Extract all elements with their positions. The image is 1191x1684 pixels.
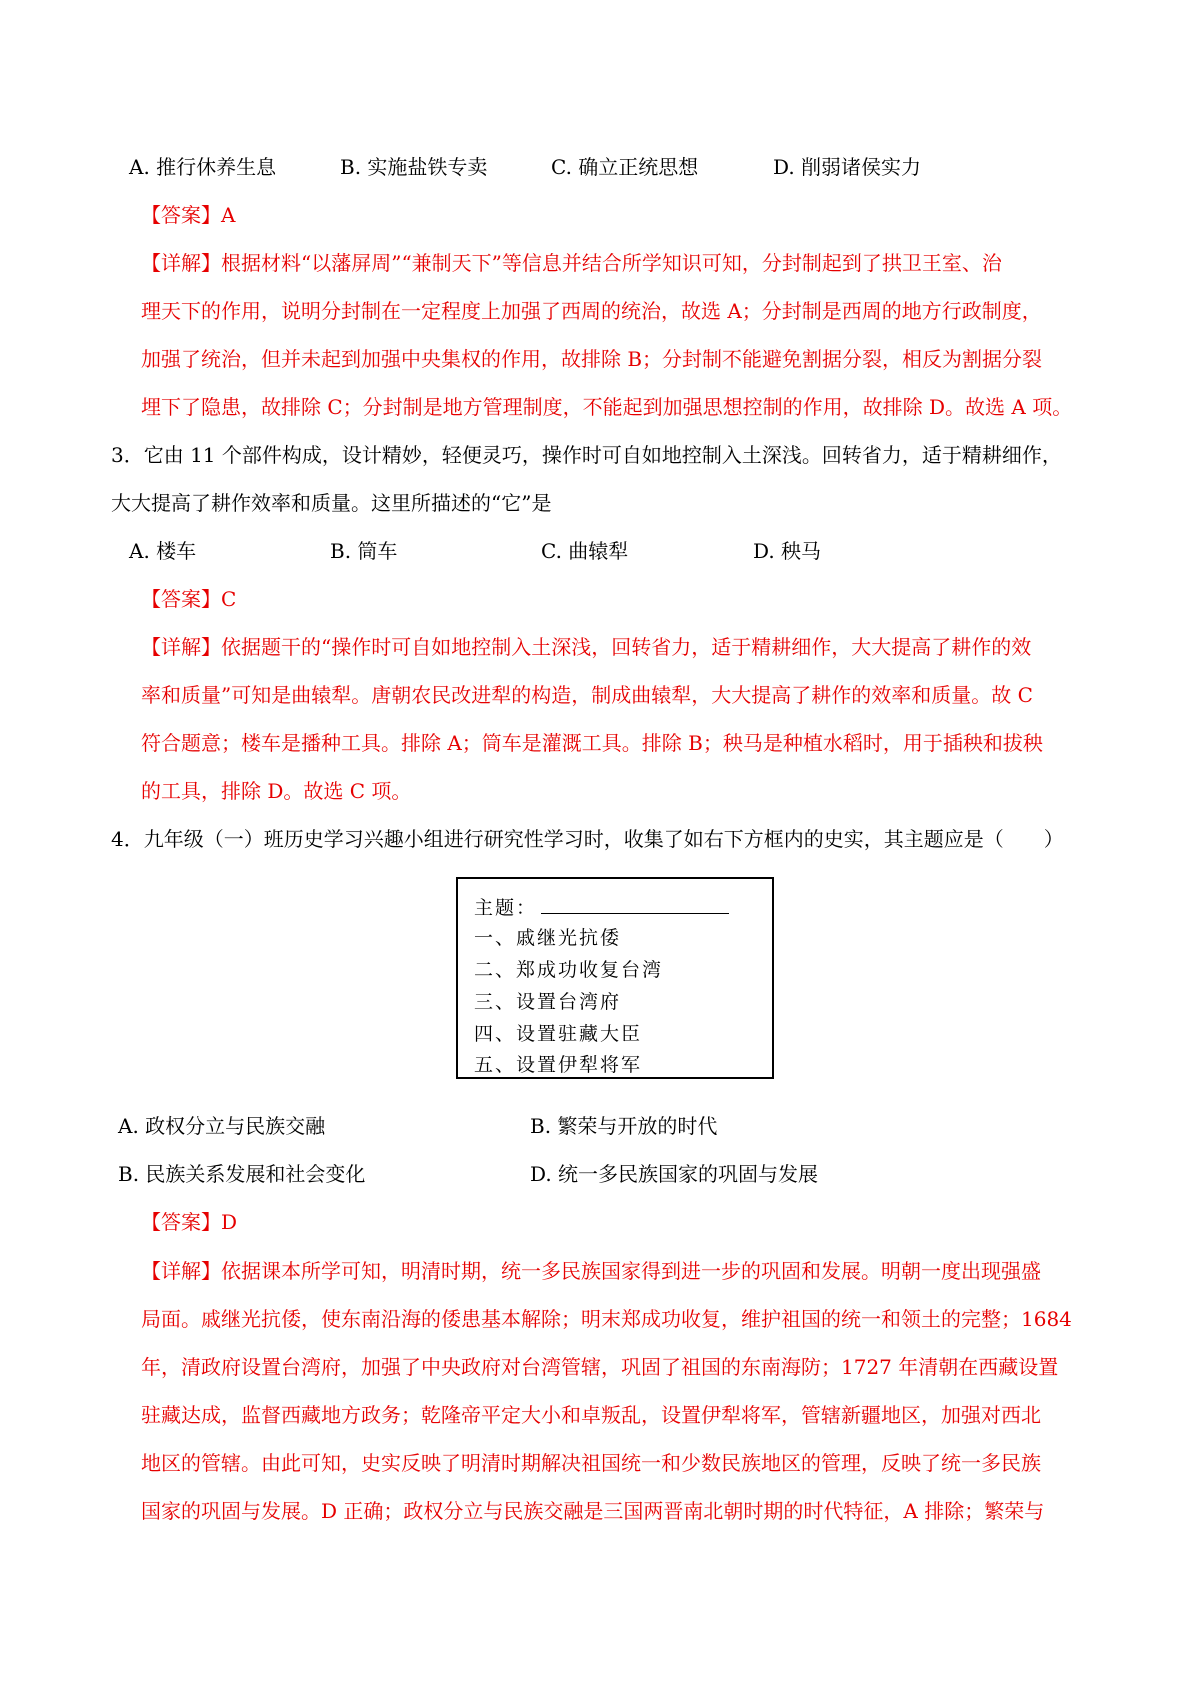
topic-item-4: 四、设置驻藏大臣 bbox=[474, 1023, 643, 1045]
q4-detail-line-4: 驻藏达成，监督西藏地方政务；乾隆帝平定大小和卓叛乱，设置伊犁将军，管辖新疆地区，加强对西北 bbox=[141, 1403, 1041, 1427]
q2-detail-line-1: 【详解】根据材料“以藩屏周”“兼制天下”等信息并结合所学知识可知，分封制起到了拱卫王室、治 bbox=[141, 251, 1002, 275]
q4-option-d: D. 统一多民族国家的巩固与发展 bbox=[530, 1162, 819, 1186]
q4-option-a: A. 政权分立与民族交融 bbox=[118, 1114, 326, 1138]
topic-item-3: 三、设置台湾府 bbox=[474, 991, 622, 1013]
topic-box-title: 主题： bbox=[474, 897, 538, 919]
q4-detail-line-1: 【详解】依据课本所学可知，明清时期，统一多民族国家得到进一步的巩固和发展。明朝一度出现强盛 bbox=[141, 1259, 1041, 1283]
q4-detail-line-2: 局面。戚继光抗倭，使东南沿海的倭患基本解除；明末郑成功收复，维护祖国的统一和领土的完整；1684 bbox=[141, 1307, 1072, 1331]
q4-option-b: B. 繁荣与开放的时代 bbox=[530, 1114, 718, 1138]
topic-item-5: 五、设置伊犁将军 bbox=[474, 1054, 643, 1076]
q4-stem: 4．九年级（一）班历史学习兴趣小组进行研究性学习时，收集了如右下方框内的史实，其主题应是（ ） bbox=[111, 827, 1064, 851]
q3-option-c: C. 曲辕犁 bbox=[541, 539, 629, 563]
q3-detail-line-2: 率和质量”可知是曲辕犁。唐朝农民改进犁的构造，制成曲辕犁，大大提高了耕作的效率和质量。故 C bbox=[141, 683, 1033, 707]
q4-option-c: B. 民族关系发展和社会变化 bbox=[118, 1162, 366, 1186]
q3-stem-line-1: 3．它由 11 个部件构成，设计精妙，轻便灵巧，操作时可自如地控制入土深浅。回转省力，适于精耕细作， bbox=[111, 443, 1062, 467]
q2-option-d: D. 削弱诸侯实力 bbox=[773, 155, 922, 179]
q3-option-d: D. 秧马 bbox=[753, 539, 822, 563]
q4-answer: 【答案】D bbox=[141, 1210, 238, 1234]
q3-detail-line-3: 符合题意；楼车是播种工具。排除 A；筒车是灌溉工具。排除 B；秧马是种植水稻时，用于插秧和拔秧 bbox=[141, 731, 1043, 755]
q3-detail-line-4: 的工具，排除 D。故选 C 项。 bbox=[141, 779, 412, 803]
q3-stem-line-2: 大大提高了耕作效率和质量。这里所描述的“它”是 bbox=[111, 491, 552, 515]
q3-option-a: A. 楼车 bbox=[129, 539, 197, 563]
topic-item-1: 一、戚继光抗倭 bbox=[474, 927, 622, 949]
topic-box bbox=[456, 877, 774, 1079]
q4-detail-line-6: 国家的巩固与发展。D 正确；政权分立与民族交融是三国两晋南北朝时期的时代特征，A 排除；繁荣与 bbox=[141, 1499, 1045, 1523]
topic-box-title-row bbox=[474, 895, 729, 919]
q2-detail-line-2: 理天下的作用，说明分封制在一定程度上加强了西周的统治，故选 A；分封制是西周的地方行政制度， bbox=[141, 299, 1042, 323]
q4-detail-line-5: 地区的管辖。由此可知，史实反映了明清时期解决祖国统一和少数民族地区的管理，反映了统一多民族 bbox=[141, 1451, 1041, 1475]
q2-option-c: C. 确立正统思想 bbox=[551, 155, 699, 179]
q4-detail-line-3: 年，清政府设置台湾府，加强了中央政府对台湾管辖，巩固了祖国的东南海防；1727 年清朝在西藏设置 bbox=[141, 1355, 1059, 1379]
q2-detail-line-4: 埋下了隐患，故排除 C；分封制是地方管理制度，不能起到加强思想控制的作用，故排除 D。故选 A 项。 bbox=[141, 395, 1073, 419]
q3-detail-line-1: 【详解】依据题干的“操作时可自如地控制入土深浅，回转省力，适于精耕细作，大大提高了耕作的效 bbox=[141, 635, 1032, 659]
q3-answer: 【答案】C bbox=[141, 587, 237, 611]
q2-detail-line-3: 加强了统治，但并未起到加强中央集权的作用，故排除 B；分封制不能避免割据分裂，相反为割据分裂 bbox=[141, 347, 1043, 371]
q2-option-b: B. 实施盐铁专卖 bbox=[340, 155, 488, 179]
q2-option-a: A. 推行休养生息 bbox=[129, 155, 277, 179]
topic-blank bbox=[541, 895, 729, 914]
topic-item-2: 二、郑成功收复台湾 bbox=[474, 959, 664, 981]
q2-answer: 【答案】A bbox=[141, 203, 236, 227]
q3-option-b: B. 筒车 bbox=[330, 539, 398, 563]
